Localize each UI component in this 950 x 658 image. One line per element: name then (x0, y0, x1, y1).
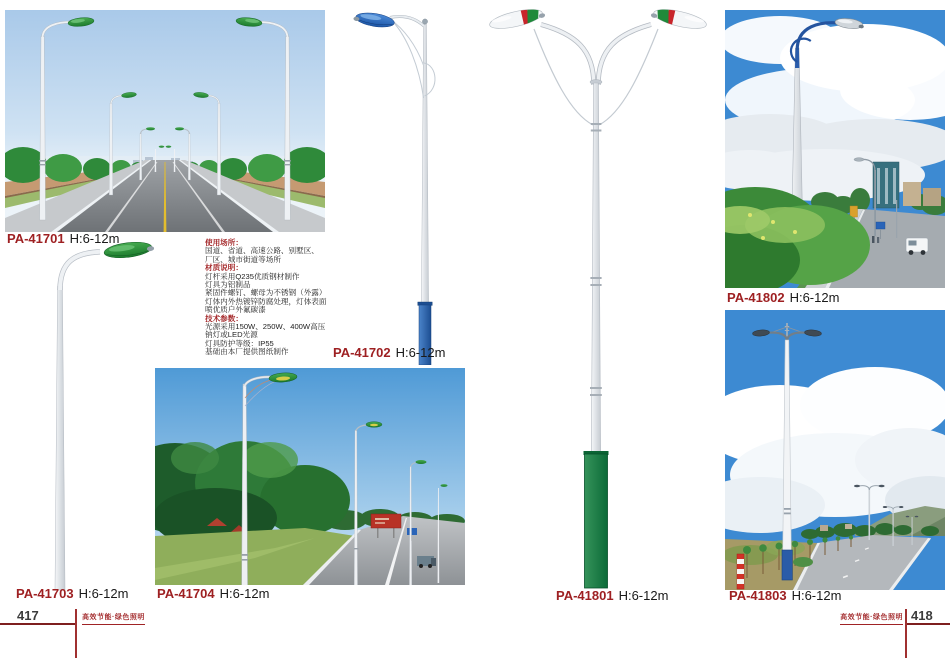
product-label-41703 (16, 586, 128, 601)
footer-right-rule (906, 623, 950, 625)
material-line: 灯具为铝制品 (205, 280, 251, 290)
height-spec: H:6-12m (618, 588, 669, 603)
tech-title: 技术参数： (205, 313, 243, 323)
tech-line: 光源采用150W、250W、400W高压 (205, 322, 326, 332)
material-line: 紧固件螺钉、螺母为不锈钢（外露） (205, 288, 327, 298)
product-label-41801 (556, 588, 668, 603)
material-title: 材质说明： (205, 263, 243, 273)
footer-left-divider (75, 609, 77, 658)
usage-line: 国道、省道、高速公路、别墅区、 (205, 246, 319, 256)
model-number: PA-41801 (556, 588, 614, 603)
material-line: 灯杆采用Q235优质钢材制作 (205, 271, 300, 281)
photo-41704-highway-scene (155, 368, 465, 585)
photo-41701-street-scene (5, 10, 325, 232)
product-label-41802 (727, 290, 839, 305)
street-avenue-illustration (5, 10, 325, 232)
model-number: PA-41703 (16, 586, 74, 601)
height-spec: H:6-12m (395, 345, 446, 360)
footer-slogan-right: 高效节能·绿色照明 (840, 612, 903, 625)
road-photo-illustration (725, 310, 945, 590)
page-number-right: 418 (911, 608, 933, 623)
usage-title: 使用场所： (205, 238, 243, 247)
footer-left-rule (0, 623, 76, 625)
model-number: PA-41704 (157, 586, 215, 601)
footer-right-divider (905, 609, 907, 658)
height-spec: H:6-12m (78, 586, 129, 601)
usage-line: 厂区、城市街道等场所 (205, 254, 281, 264)
tech-line: 基础由本厂提供图纸制作 (205, 347, 289, 357)
model-number: PA-41702 (333, 345, 391, 360)
product-label-41702 (333, 345, 445, 360)
highway-illustration (155, 368, 465, 585)
photo-41803-road-scene (725, 310, 945, 590)
product-label-41701 (7, 231, 119, 246)
height-spec: H:6-12m (791, 588, 842, 603)
page-number-left: 417 (17, 608, 39, 623)
height-spec: H:6-12m (789, 290, 840, 305)
height-spec: H:6-12m (69, 231, 120, 246)
footer-slogan-left: 高效节能·绿色照明 (82, 612, 145, 625)
photo-41802-street-scene (725, 10, 945, 288)
product-label-41803 (729, 588, 841, 603)
render-41801-double-arm-lamp (478, 5, 718, 593)
model-number: PA-41803 (729, 588, 787, 603)
model-number: PA-41701 (7, 231, 65, 246)
material-line: 喷优质户外氟碳漆 (205, 305, 266, 315)
tech-line: 灯具防护等级：IP55 (205, 338, 274, 348)
height-spec: H:6-12m (219, 586, 270, 601)
product-label-41704 (157, 586, 269, 601)
tech-line: 钠灯或LED光源 (205, 330, 258, 340)
model-number: PA-41802 (727, 290, 785, 305)
double-arm-pole-illustration (478, 5, 718, 593)
street-photo-illustration (725, 10, 945, 288)
material-line: 灯体内外热镀锌防腐处理，灯体表面 (205, 296, 327, 306)
